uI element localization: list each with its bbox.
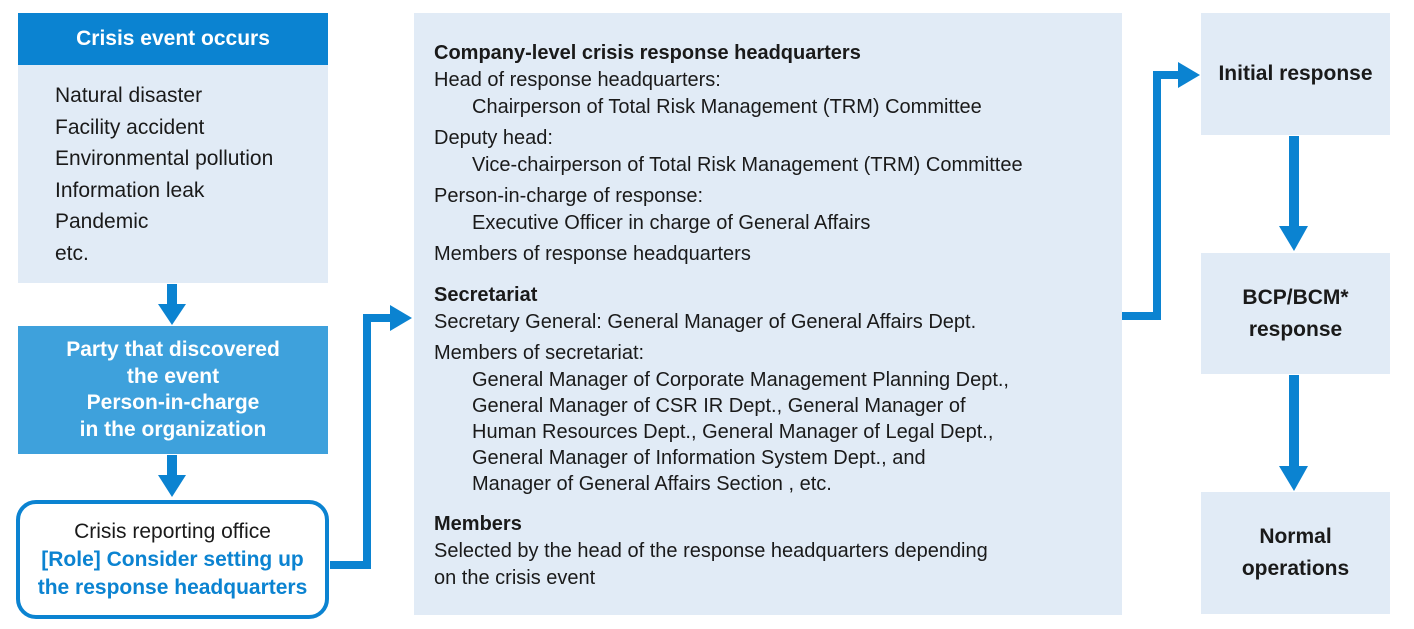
- arrow-hq-to-initial-head: [1178, 62, 1200, 88]
- secretariat-members-label: Members of secretariat:: [434, 342, 645, 364]
- secretariat-member-line: General Manager of CSR IR Dept., General Manager of: [472, 395, 966, 417]
- members-title: Members: [434, 513, 522, 535]
- crisis-item: Facility accident: [55, 115, 205, 139]
- arrow-office-to-hq-head: [390, 305, 412, 331]
- arrow-down-1: [158, 284, 186, 325]
- crisis-item: Natural disaster: [55, 84, 203, 107]
- head-label: Head of response headquarters:: [434, 69, 721, 91]
- crisis-item: Environmental pollution: [55, 147, 274, 170]
- deputy-label: Deputy head:: [434, 127, 553, 149]
- hq-title: Company-level crisis response headquarters: [434, 42, 861, 64]
- secretariat-member-line: General Manager of Corporate Management Planning Dept.,: [472, 369, 1009, 391]
- office-title: Crisis reporting office: [74, 519, 271, 543]
- bcp-line: BCP/BCM*: [1242, 285, 1349, 309]
- deputy-value: Vice-chairperson of Total Risk Management (TRM) Committee: [472, 154, 1023, 176]
- initial-response-label: Initial response: [1218, 62, 1373, 85]
- crisis-event-header-label: Crisis event occurs: [76, 27, 270, 50]
- members-line: Selected by the head of the response headquarters depending: [434, 540, 988, 562]
- office-role-line: the response headquarters: [37, 575, 308, 599]
- arrow-down-2: [158, 455, 186, 497]
- discover-line: in the organization: [79, 417, 267, 441]
- hq-members: Members of response headquarters: [434, 243, 751, 265]
- discover-line: Party that discovered: [66, 338, 280, 361]
- crisis-item: etc.: [55, 241, 89, 265]
- arrow-hq-to-initial: [1122, 75, 1180, 316]
- crisis-item: Information leak: [55, 178, 205, 202]
- discover-line: the event: [126, 364, 220, 388]
- head-value: Chairperson of Total Risk Management (TRM) Committee: [472, 96, 982, 118]
- arrow-down-3: [1279, 136, 1308, 251]
- secretariat-title: Secretariat: [434, 284, 538, 306]
- members-line: on the crisis event: [434, 567, 596, 589]
- discover-line: Person-in-charge: [86, 391, 260, 414]
- secretariat-member-line: Manager of General Affairs Section , etc.: [472, 473, 832, 495]
- pic-label: Person-in-charge of response:: [434, 185, 704, 207]
- secretary-general: Secretary General: General Manager of General Affairs Dept.: [434, 311, 977, 333]
- office-role-line: [Role] Consider setting up: [41, 547, 304, 571]
- arrow-down-4: [1279, 375, 1308, 491]
- pic-value: Executive Officer in charge of General Affairs: [472, 212, 871, 234]
- normal-line: operations: [1241, 557, 1350, 580]
- crisis-item: Pandemic: [55, 210, 149, 233]
- bcp-line: response: [1248, 317, 1343, 341]
- arrow-office-to-hq: [330, 318, 392, 565]
- secretariat-member-line: General Manager of Information System Dept., and: [472, 447, 926, 469]
- normal-line: Normal: [1259, 525, 1332, 548]
- secretariat-member-line: Human Resources Dept., General Manager of Legal Dept.,: [472, 421, 994, 443]
